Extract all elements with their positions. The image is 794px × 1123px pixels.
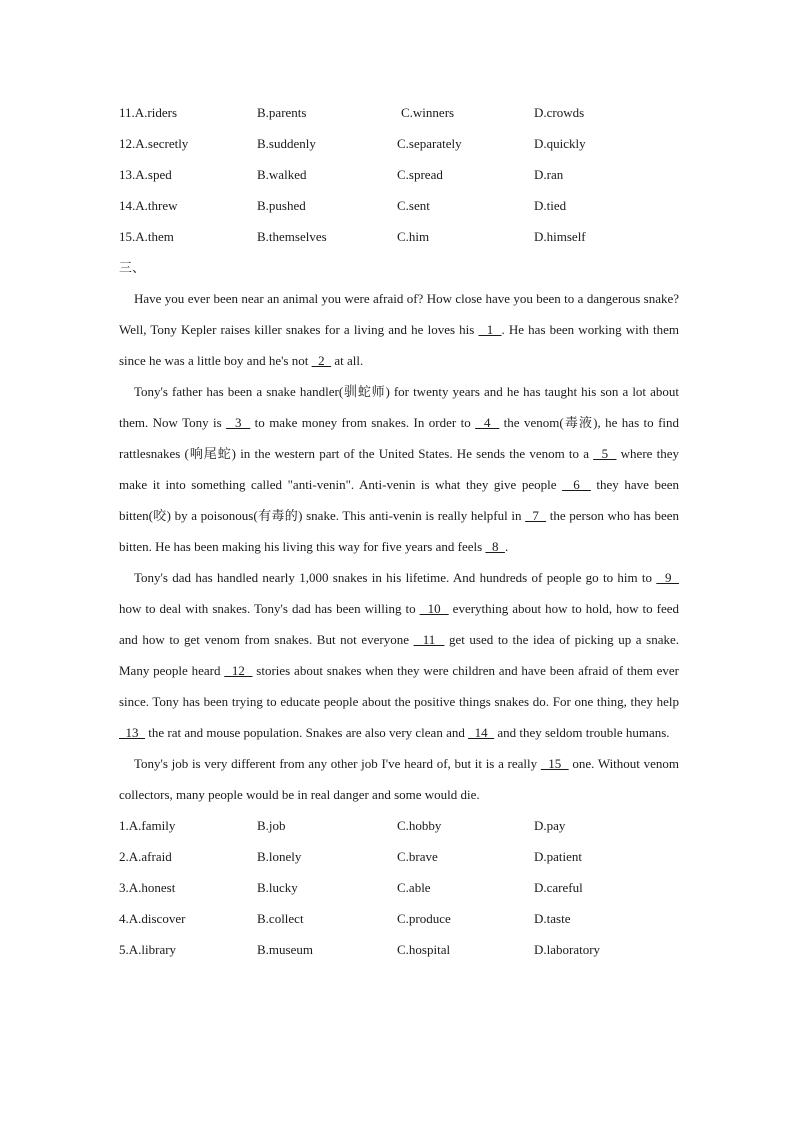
- option-d: D.tied: [534, 198, 567, 213]
- option-b: B.suddenly: [257, 136, 316, 151]
- option-b: B.job: [257, 818, 286, 833]
- passage-paragraph-4: Tony's job is very different from any other job I've heard of, but it is a really 15 one. Without venom collectors, many people would be in real danger and some would die.: [119, 756, 679, 802]
- passage-paragraph-2: Tony's father has been a snake handler(驯蛇师) for twenty years and he has taught his son a lot about them. Now Tony is 3 to make money from snakes. In order to 4 the venom(毒液), he has to find rattlesnakes (响尾蛇) in the western part of the United States. He sends the venom to a 5 where they make it into something called "anti-venin". Anti-venin is what they give people 6 they have been bitten(咬) by a poisonous(有毒的) snake. This anti-venin is really helpful in 7 the person who has been bitten. He has been making his living this way for five years and feels 8 .: [119, 384, 680, 554]
- option-row-11: [119, 97, 679, 128]
- option-c: C.brave: [397, 849, 438, 864]
- option-a: 1.A.family: [119, 818, 176, 833]
- option-row-15: [119, 221, 679, 252]
- option-a: 3.A.honest: [119, 880, 176, 895]
- option-row-2: [119, 841, 679, 872]
- options-group-11-15: [119, 97, 679, 252]
- blank-15: 15: [540, 756, 569, 771]
- option-a: 5.A.library: [119, 942, 177, 957]
- option-d: D.taste: [534, 911, 571, 926]
- blank-1: 1: [478, 322, 502, 337]
- option-c: C.able: [397, 880, 431, 895]
- option-c: C.produce: [397, 911, 451, 926]
- option-a: 14.A.threw: [119, 198, 178, 213]
- option-row-5: [119, 934, 679, 965]
- option-row-4: [119, 903, 679, 934]
- blank-8: 8: [485, 539, 505, 554]
- option-a: 13.A.sped: [119, 167, 172, 182]
- blank-6: 6: [562, 477, 591, 492]
- option-row-3: [119, 872, 679, 903]
- option-a: 15.A.them: [119, 229, 174, 244]
- option-d: D.patient: [534, 849, 583, 864]
- option-c: C.him: [397, 229, 430, 244]
- option-b: B.museum: [257, 942, 313, 957]
- options-group-1-5: [119, 810, 679, 965]
- option-row-12: [119, 128, 679, 159]
- option-a: 12.A.secretly: [119, 136, 189, 151]
- blank-2: 2: [311, 353, 332, 368]
- option-b: B.pushed: [257, 198, 306, 213]
- option-d: D.laboratory: [534, 942, 601, 957]
- option-a: 4.A.discover: [119, 911, 186, 926]
- blank-3: 3: [226, 415, 251, 430]
- blank-14: 14: [468, 725, 495, 740]
- section-heading: 三、: [119, 260, 146, 275]
- passage-paragraph-1: Have you ever been near an animal you were afraid of? How close have you been to a dangerous snake? Well, Tony Kepler raises killer snakes for a living and he loves his 1 . He has been working with them since he was a little boy and he's not 2 at all.: [119, 291, 680, 368]
- option-d: D.crowds: [534, 105, 585, 120]
- option-d: D.careful: [534, 880, 583, 895]
- option-b: B.collect: [257, 911, 304, 926]
- blank-9: 9: [656, 570, 680, 585]
- option-d: D.quickly: [534, 136, 586, 151]
- option-c: C.sent: [397, 198, 430, 213]
- passage-paragraph-3: Tony's dad has handled nearly 1,000 snakes in his lifetime. And hundreds of people go to him to 9 how to deal with snakes. Tony's dad has been willing to 10 everything about how to hold, how to feed and how to get venom from snakes. But not everyone 11 get used to the idea of picking up a snake. Many people heard 12 stories about snakes when they were children and have been afraid of them ever since. Tony has been trying to educate people about the positive things snakes do. For one thing, they help 13 the rat and mouse population. Snakes are also very clean and 14 and they seldom trouble humans.: [119, 570, 680, 740]
- exam-page: [119, 97, 679, 965]
- option-a: 11.A.riders: [119, 105, 178, 120]
- blank-11: 11: [413, 632, 445, 647]
- option-d: D.ran: [534, 167, 564, 182]
- option-b: B.themselves: [257, 229, 327, 244]
- blank-4: 4: [475, 415, 500, 430]
- blank-13: 13: [119, 725, 145, 740]
- option-row-1: [119, 810, 679, 841]
- option-b: B.parents: [257, 105, 307, 120]
- blank-5: 5: [593, 446, 617, 461]
- blank-7: 7: [525, 508, 547, 523]
- option-d: D.himself: [534, 229, 586, 244]
- option-c: C.separately: [397, 136, 462, 151]
- option-b: B.walked: [257, 167, 307, 182]
- option-a: 2.A.afraid: [119, 849, 172, 864]
- option-b: B.lucky: [257, 880, 298, 895]
- option-c: C.hobby: [397, 818, 442, 833]
- option-c: C.winners: [401, 105, 455, 120]
- option-c: C.spread: [397, 167, 443, 182]
- option-b: B.lonely: [257, 849, 302, 864]
- option-c: C.hospital: [397, 942, 451, 957]
- option-d: D.pay: [534, 818, 566, 833]
- option-row-14: [119, 190, 679, 221]
- option-row-13: [119, 159, 679, 190]
- blank-10: 10: [419, 601, 449, 616]
- blank-12: 12: [224, 663, 253, 678]
